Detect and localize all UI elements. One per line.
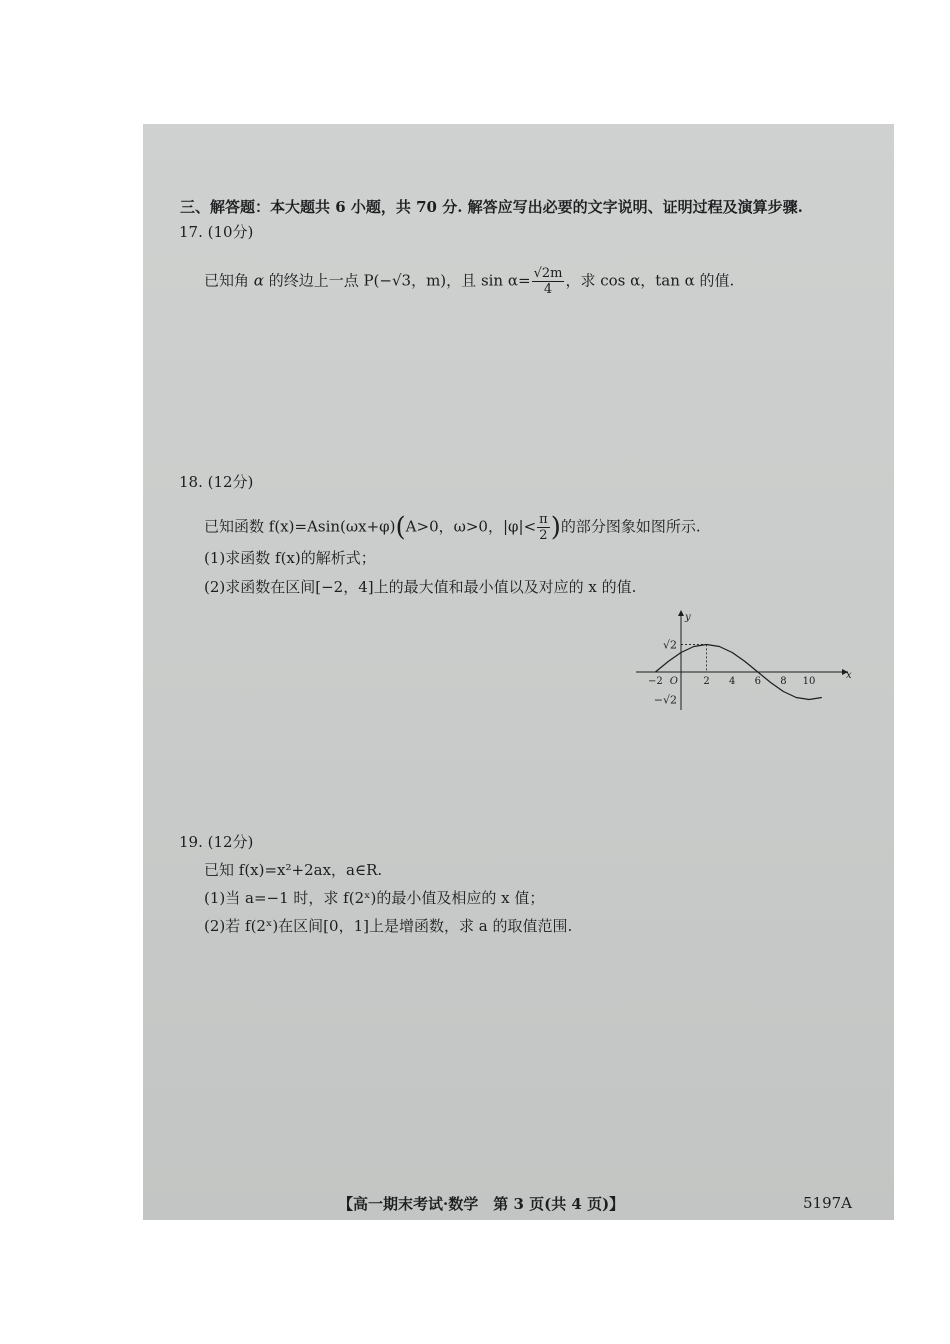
q17-fraction bbox=[532, 266, 565, 297]
x-tick-label: 8 bbox=[780, 676, 787, 687]
y-axis-label: y bbox=[685, 612, 691, 623]
q17-frac-den: 4 bbox=[543, 282, 553, 297]
q18-part2: (2)求函数在区间[−2，4]上的最大值和最小值以及对应的 x 的值. bbox=[204, 578, 637, 596]
y-max-label: √2 bbox=[662, 638, 677, 652]
q18-frac-num: π bbox=[539, 512, 548, 527]
q17-text-a: 已知角 bbox=[204, 271, 254, 290]
q17-alpha: α bbox=[253, 271, 264, 290]
q18-stem bbox=[204, 512, 701, 543]
q17-stem bbox=[204, 266, 734, 297]
y-axis-arrow bbox=[678, 610, 684, 616]
q18-stem-b: 的部分图象如图所示. bbox=[560, 517, 701, 536]
q17-number: 17. (10分) bbox=[179, 223, 254, 241]
origin-label: O bbox=[669, 676, 678, 687]
section-heading: 三、解答题：本大题共 6 小题，共 70 分. 解答应写出必要的文字说明、证明过程及演算步骤. bbox=[180, 198, 803, 216]
q18-frac-den: 2 bbox=[539, 528, 548, 543]
q19-part1: (1)当 a=−1 时，求 f(2ˣ)的最小值及相应的 x 值； bbox=[204, 889, 545, 907]
q17-text-b: 的终边上一点 bbox=[263, 271, 364, 290]
q18-open-paren: ( bbox=[395, 512, 406, 543]
y-min-label: −√2 bbox=[653, 693, 677, 707]
graph-axes bbox=[636, 610, 852, 710]
q19-number: 19. (12分) bbox=[179, 833, 254, 851]
q19-stem: 已知 f(x)=x²+2ax，a∈R. bbox=[204, 861, 383, 879]
q17-text-d: ，求 cos α，tan α 的值. bbox=[565, 271, 735, 290]
x-tick-label: 6 bbox=[754, 676, 761, 687]
x-axis-label: x bbox=[846, 670, 852, 681]
q18-stem-a: 已知函数 f(x)=Asin(ωx+φ) bbox=[204, 517, 396, 536]
q18-number: 18. (12分) bbox=[179, 473, 254, 491]
q17-text-c: ，且 sin α= bbox=[446, 271, 531, 290]
x-tick-label: −2 bbox=[648, 676, 663, 687]
sine-graph bbox=[628, 606, 858, 716]
q19-part2: (2)若 f(2ˣ)在区间[0，1]上是增函数，求 a 的取值范围. bbox=[204, 917, 573, 935]
q18-condition: A>0，ω>0，|φ|< bbox=[405, 517, 537, 536]
q17-frac-num: √2m bbox=[533, 266, 563, 281]
q18-close-paren: ) bbox=[550, 512, 561, 543]
page-footer: 【高一期末考试·数学 第 3 页(共 4 页)】 bbox=[338, 1195, 625, 1213]
x-tick-label: 10 bbox=[802, 676, 816, 687]
q18-part1: (1)求函数 f(x)的解析式； bbox=[204, 549, 376, 567]
q17-point: P(−√3，m) bbox=[363, 271, 447, 290]
exam-code: 5197A bbox=[803, 1194, 853, 1212]
q18-fraction bbox=[537, 512, 550, 543]
x-tick-label: 4 bbox=[729, 676, 736, 687]
x-tick-label: 2 bbox=[703, 676, 710, 687]
